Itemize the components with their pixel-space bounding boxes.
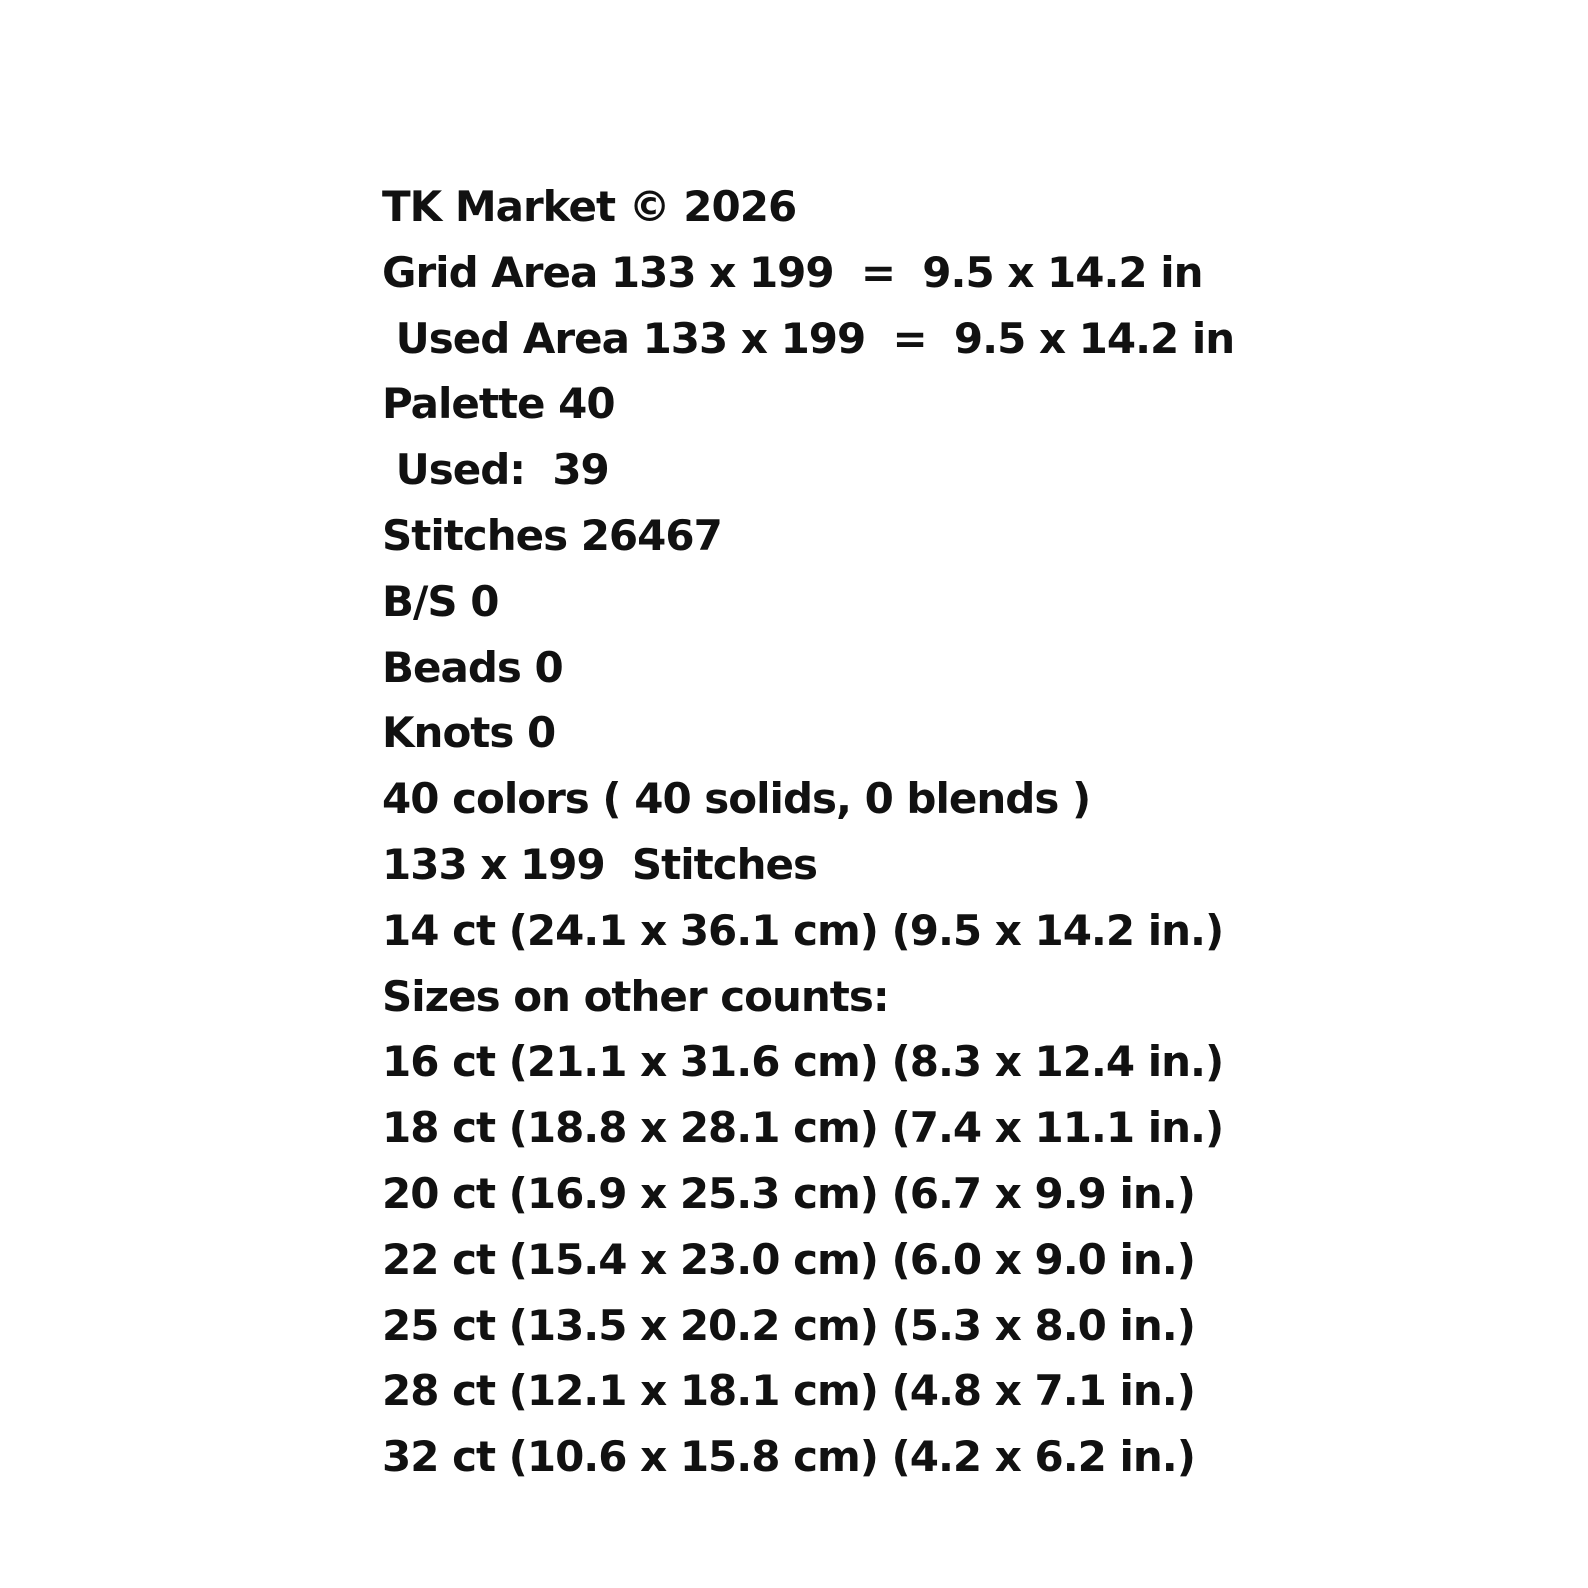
used-area: Used Area 133 x 199 = 9.5 x 14.2 in	[382, 313, 1235, 363]
size-14ct: 14 ct (24.1 x 36.1 cm) (9.5 x 14.2 in.)	[382, 905, 1224, 955]
bead-count: Beads 0	[382, 642, 563, 692]
other-sizes-list	[382, 1029, 1532, 1490]
size-28ct: 28 ct (12.1 x 18.1 cm) (4.8 x 7.1 in.)	[382, 1366, 1195, 1416]
size-32ct: 32 ct (10.6 x 15.8 cm) (4.2 x 6.2 in.)	[382, 1432, 1195, 1482]
size-16ct: 16 ct (21.1 x 31.6 cm) (8.3 x 12.4 in.)	[382, 1037, 1224, 1087]
brand-copyright: TK Market © 2026	[382, 182, 797, 231]
size-25ct: 25 ct (13.5 x 20.2 cm) (5.3 x 8.0 in.)	[382, 1300, 1195, 1350]
pattern-spec-sheet	[382, 174, 1532, 1490]
palette-count: Palette 40	[382, 379, 615, 429]
size-20ct: 20 ct (16.9 x 25.3 cm) (6.7 x 9.9 in.)	[382, 1168, 1195, 1218]
other-counts-heading: Sizes on other counts:	[382, 971, 889, 1021]
grid-area: Grid Area 133 x 199 = 9.5 x 14.2 in	[382, 247, 1203, 297]
size-22ct: 22 ct (15.4 x 23.0 cm) (6.0 x 9.0 in.)	[382, 1234, 1195, 1284]
color-summary: 40 colors ( 40 solids, 0 blends )	[382, 774, 1091, 824]
stitch-dimensions: 133 x 199 Stitches	[382, 839, 818, 889]
backstitch-count: B/S 0	[382, 576, 499, 626]
knot-count: Knots 0	[382, 708, 556, 758]
size-18ct: 18 ct (18.8 x 28.1 cm) (7.4 x 11.1 in.)	[382, 1103, 1224, 1153]
stitch-count: Stitches 26467	[382, 510, 722, 560]
used-colors-count: Used: 39	[382, 445, 609, 495]
